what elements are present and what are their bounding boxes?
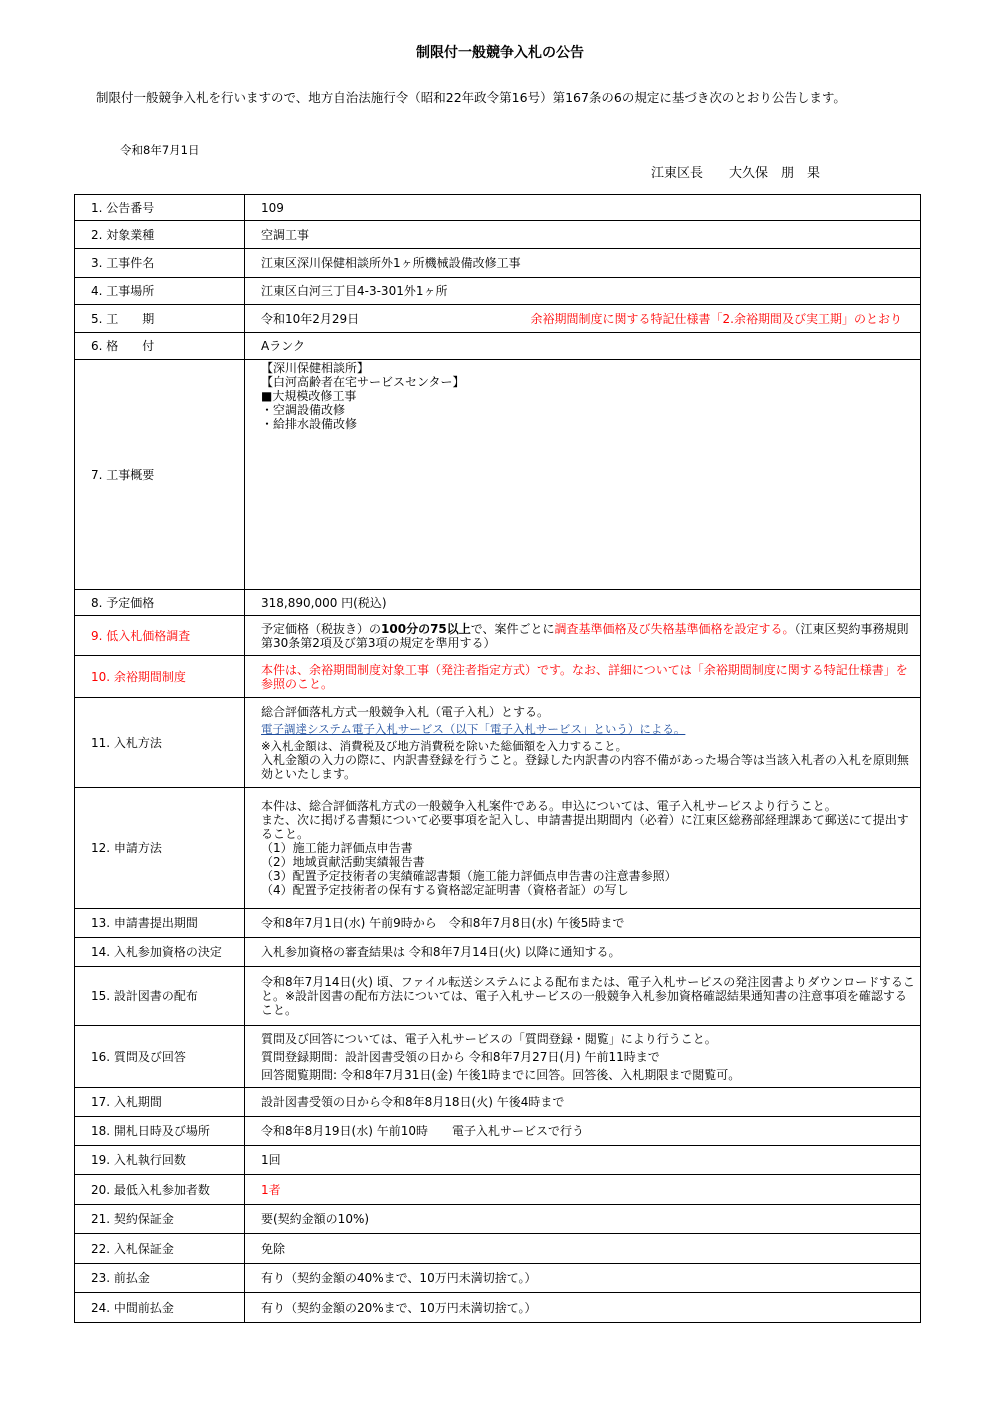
- row-label: 14. 入札参加資格の決定: [75, 938, 245, 967]
- table-row: [75, 221, 921, 249]
- table-row: [75, 938, 921, 967]
- submission-period: 令和8年7月1日(水) 午前9時から 令和8年7月8日(水) 午後5時まで: [245, 909, 921, 938]
- table-row: [75, 1088, 921, 1117]
- application-line: （1）施工能力評価点申告書: [261, 841, 413, 855]
- contract-deposit: 要(契約金額の10%): [245, 1205, 921, 1234]
- table-row: [75, 1146, 921, 1175]
- intro-text: 制限付一般競争入札を行いますので、地方自治法施行令（昭和22年政令第16号）第167条の6の規定に基づき次のとおり公告します。: [96, 90, 846, 105]
- table-row: [75, 698, 921, 788]
- table-row: [75, 967, 921, 1026]
- row-label: 2. 対象業種: [75, 221, 245, 249]
- opening-datetime-place: 令和8年8月19日(水) 午前10時 電子入札サービスで行う: [245, 1117, 921, 1146]
- table-row: [75, 1234, 921, 1264]
- grade-rank: Aランク: [245, 333, 921, 360]
- survey-text: 予定価格（税抜き）の: [261, 621, 382, 636]
- row-label: 15. 設計図書の配布: [75, 967, 245, 1026]
- row-label: 11. 入札方法: [75, 698, 245, 788]
- row-label: 17. 入札期間: [75, 1088, 245, 1117]
- table-row: [75, 360, 921, 590]
- interim-advance-payment: 有り（契約金額の20%まで、10万円未満切捨て。）: [245, 1293, 921, 1323]
- bidding-method-line: 総合評価落札方式一般競争入札（電子入札）とする。: [261, 704, 550, 719]
- estimated-price: 318,890,000 円(税込): [245, 590, 921, 616]
- survey-threshold: 100分の75以上: [381, 621, 471, 636]
- survey-text: で、案件ごとに: [470, 621, 555, 636]
- application-line: 本件は、総合評価落札方式の一般競争入札案件である。申込については、電子入札サービスより行うこと。: [261, 799, 837, 813]
- row-label: 23. 前払金: [75, 1264, 245, 1293]
- overview-line: 【白河高齢者在宅サービスセンター】: [261, 375, 465, 389]
- minimum-bidders: 1者: [245, 1175, 921, 1205]
- page-title: 制限付一般競争入札の公告: [416, 45, 584, 61]
- application-method: [245, 788, 921, 909]
- table-row: [75, 195, 921, 221]
- row-label: 9. 低入札価格調査: [75, 616, 245, 656]
- row-label: 22. 入札保証金: [75, 1234, 245, 1264]
- table-row: [75, 1117, 921, 1146]
- survey-emphasis: 調査基準価格及び失格基準価格を設定する。: [554, 621, 795, 636]
- notice-table: [74, 194, 921, 1323]
- table-row: [75, 788, 921, 909]
- qualification-decision: 入札参加資格の審査結果は 令和8年7月14日(火) 以降に通知する。: [245, 938, 921, 967]
- row-label: 18. 開札日時及び場所: [75, 1117, 245, 1146]
- bidding-method-line: 入札金額の入力の際に、内訳書登録を行うこと。登録した内訳書の内容不備があった場合等は当該入札者の入札を原則無効といたします。: [261, 752, 909, 781]
- construction-period: [245, 305, 921, 333]
- row-label: 7. 工事概要: [75, 360, 245, 590]
- row-label: 8. 予定価格: [75, 590, 245, 616]
- application-line: （4）配置予定技術者の保有する資格認定証明書（資格者証）の写し: [261, 883, 629, 897]
- issuer-name: 江東区長 大久保 朋 果: [651, 166, 821, 181]
- target-industry: 空調工事: [245, 221, 921, 249]
- table-row: [75, 305, 921, 333]
- table-row: [75, 1175, 921, 1205]
- project-name: 江東区深川保健相談所外1ヶ所機械設備改修工事: [245, 249, 921, 278]
- project-overview: [245, 360, 921, 590]
- row-label: 24. 中間前払金: [75, 1293, 245, 1323]
- bidding-period: 設計図書受領の日から令和8年8月18日(火) 午後4時まで: [245, 1088, 921, 1117]
- table-row: [75, 656, 921, 698]
- table-row: [75, 333, 921, 360]
- period-end-date: 令和10年2月29日: [261, 311, 360, 326]
- bidding-method-line: ※入札金額は、消費税及び地方消費税を除いた総価額を入力すること。: [261, 738, 628, 753]
- table-row: [75, 1026, 921, 1088]
- qa-line: 回答閲覧期間: 令和8年7月31日(金) 午後1時までに回答。回答後、入札期限まで閲覧可。: [261, 1067, 741, 1082]
- survey-text: （江東区契約事務規則第30条第2項及び第3項の規定を準用する）: [261, 621, 909, 650]
- project-location: 江東区白河三丁目4-3-301外1ヶ所: [245, 278, 921, 305]
- row-label: 4. 工事場所: [75, 278, 245, 305]
- row-label: 16. 質問及び回答: [75, 1026, 245, 1088]
- row-label: 12. 申請方法: [75, 788, 245, 909]
- table-row: [75, 909, 921, 938]
- qa-line: 質問登録期間：設計図書受領の日から 令和8年7月27日(月) 午前11時まで: [261, 1049, 660, 1064]
- table-row: [75, 616, 921, 656]
- qa-line: 質問及び回答については、電子入札サービスの「質問登録・閲覧」により行うこと。: [261, 1031, 717, 1046]
- row-label: 5. 工 期: [75, 305, 245, 333]
- overview-line: ■大規模改修工事: [261, 389, 357, 403]
- row-label: 13. 申請書提出期間: [75, 909, 245, 938]
- table-row: [75, 1293, 921, 1323]
- overview-line: ・給排水設備改修: [261, 417, 358, 431]
- period-note: 余裕期間制度に関する特記仕様書「2.余裕期間及び実工期」のとおり: [530, 311, 902, 326]
- announcement-number: 109: [245, 195, 921, 221]
- low-bid-survey: [245, 616, 921, 656]
- row-label: 21. 契約保証金: [75, 1205, 245, 1234]
- table-row: [75, 1205, 921, 1234]
- advance-payment: 有り（契約金額の40%まで、10万円未満切捨て。）: [245, 1264, 921, 1293]
- row-label: 19. 入札執行回数: [75, 1146, 245, 1175]
- table-row: [75, 249, 921, 278]
- design-document-distribution: 令和8年7月14日(火) 頃、ファイル転送システムによる配布または、電子入札サービスの発注図書よりダウンロードすること。※設計図書の配布方法については、電子入札サービスの一般競争入札参加資格確認結果通知書の注意事項を確認すること。: [245, 967, 921, 1026]
- overview-line: ・空調設備改修: [261, 403, 346, 417]
- row-label: 3. 工事件名: [75, 249, 245, 278]
- application-line: （3）配置予定技術者の実績確認書類（施工能力評価点申告書の注意書参照）: [261, 869, 677, 883]
- questions-and-answers: [245, 1026, 921, 1088]
- overview-line: 【深川保健相談所】: [261, 361, 370, 375]
- row-label: 6. 格 付: [75, 333, 245, 360]
- table-row: [75, 590, 921, 616]
- e-bidding-link[interactable]: 電子調達システム電子入札サービス（以下「電子入札サービス」という）による。: [261, 721, 686, 736]
- bidding-method: [245, 698, 921, 788]
- table-row: [75, 278, 921, 305]
- bid-rounds: 1回: [245, 1146, 921, 1175]
- notice-date: 令和8年7月1日: [120, 143, 200, 157]
- bid-deposit: 免除: [245, 1234, 921, 1264]
- application-line: （2）地域貢献活動実績報告書: [261, 855, 425, 869]
- row-label: 1. 公告番号: [75, 195, 245, 221]
- row-label: 10. 余裕期間制度: [75, 656, 245, 698]
- row-label: 20. 最低入札参加者数: [75, 1175, 245, 1205]
- margin-period-system: 本件は、余裕期間制度対象工事（発注者指定方式）です。なお、詳細については「余裕期間制度に関する特記仕様書」を参照のこと。: [245, 656, 921, 698]
- application-line: また、次に掲げる書類について必要事項を記入し、申請書提出期間内（必着）に江東区総務部経理課あて郵送にて提出すること。: [261, 813, 909, 841]
- table-row: [75, 1264, 921, 1293]
